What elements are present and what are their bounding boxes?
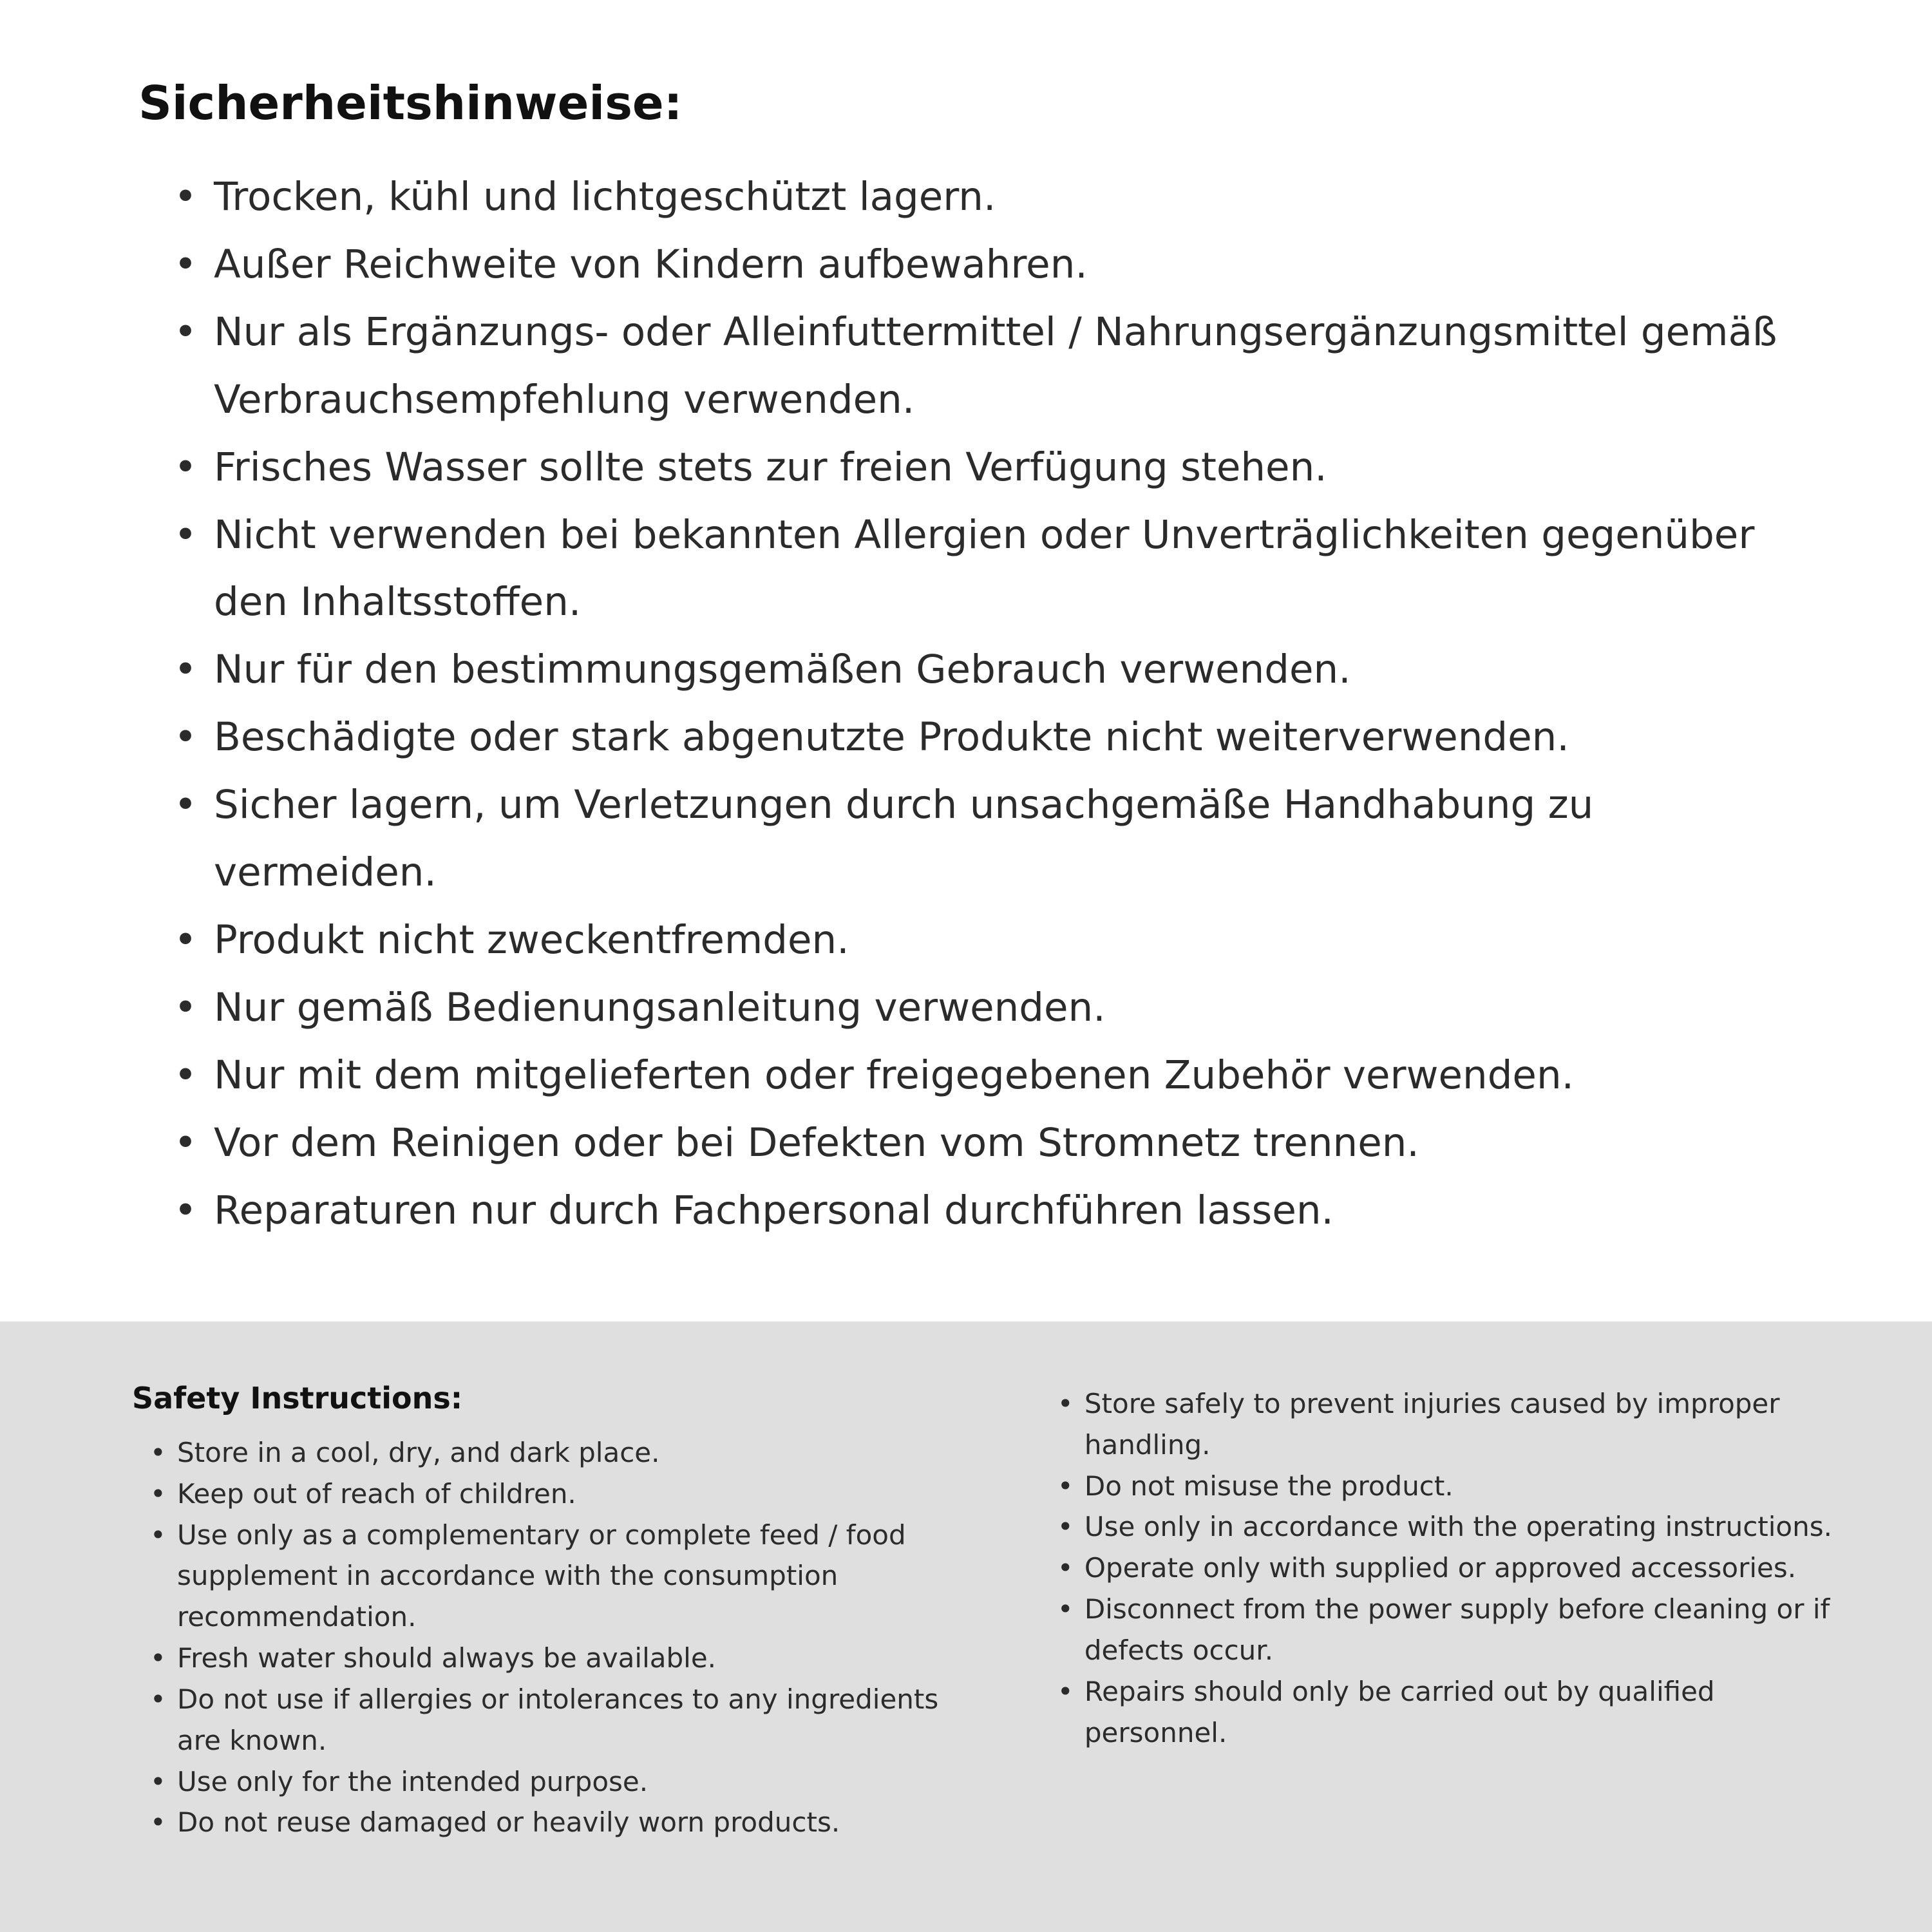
german-section-title: Sicherheitshinweise: (138, 76, 683, 130)
english-safety-item-text: Disconnect from the power supply before cleaning or if defects occur. (1084, 1593, 1830, 1666)
german-safety-item (174, 1042, 1787, 1110)
german-safety-item (174, 434, 1787, 502)
english-left-column (132, 1381, 954, 1843)
bullet-marker: • (150, 1765, 166, 1797)
german-safety-item (174, 974, 1787, 1042)
bullet-marker: • (174, 1187, 197, 1233)
bullet-marker: • (174, 1119, 197, 1166)
english-safety-item (1057, 1506, 1835, 1548)
german-safety-item-text: Nur mit dem mitgelieferten oder freigegebenen Zubehör verwenden. (214, 1052, 1575, 1098)
bullet-marker: • (1057, 1675, 1074, 1707)
german-safety-item-text: Außer Reichweite von Kindern aufbewahren. (214, 241, 1088, 287)
bullet-marker: • (174, 714, 197, 761)
english-safety-item (1057, 1466, 1835, 1507)
bullet-marker: • (1057, 1593, 1074, 1625)
english-safety-item-text: Store safely to prevent injuries caused by improper handling. (1084, 1388, 1780, 1461)
german-safety-item (174, 1110, 1787, 1177)
english-safety-item (150, 1761, 954, 1803)
bullet-marker: • (174, 174, 197, 220)
english-safety-item (1057, 1671, 1835, 1754)
bullet-marker: • (1057, 1470, 1074, 1502)
bullet-marker: • (174, 241, 197, 287)
bullet-marker: • (1057, 1388, 1074, 1419)
german-safety-item-text: Trocken, kühl und lichtgeschützt lagern. (214, 174, 996, 220)
english-safety-item (1057, 1383, 1835, 1466)
english-safety-item (150, 1473, 954, 1515)
english-safety-item (150, 1638, 954, 1679)
english-safety-item (1057, 1589, 1835, 1671)
english-safety-item (150, 1515, 954, 1638)
english-safety-item (1057, 1548, 1835, 1589)
bullet-marker: • (174, 1052, 197, 1098)
german-safety-item-text: Reparaturen nur durch Fachpersonal durchführen lassen. (214, 1187, 1334, 1233)
german-safety-item-text: Vor dem Reinigen oder bei Defekten vom Stromnetz trennen. (214, 1119, 1419, 1166)
bullet-marker: • (1057, 1511, 1074, 1543)
bullet-marker: • (174, 984, 197, 1030)
bullet-marker: • (174, 511, 197, 558)
bullet-marker: • (174, 444, 197, 490)
german-safety-item (174, 704, 1787, 772)
bullet-marker: • (150, 1806, 166, 1839)
german-safety-item-text: Produkt nicht zweckentfremden. (214, 916, 849, 963)
english-safety-list-right (1057, 1383, 1835, 1753)
german-safety-item-text: Beschädigte oder stark abgenutzte Produkte nicht weiterverwenden. (214, 714, 1569, 761)
german-safety-item (174, 907, 1787, 974)
bullet-marker: • (150, 1683, 166, 1715)
english-safety-item-text: Use only in accordance with the operating instructions. (1084, 1511, 1832, 1543)
english-safety-list-left (132, 1432, 954, 1843)
german-safety-item (174, 636, 1787, 704)
german-safety-item (174, 502, 1787, 637)
german-safety-item (174, 1177, 1787, 1245)
english-safety-item-text: Do not misuse the product. (1084, 1470, 1454, 1502)
german-safety-item-text: Sicher lagern, um Verletzungen durch unsachgemäße Handhabung zu vermeiden. (214, 782, 1594, 896)
english-safety-item-text: Do not use if allergies or intolerances to any ingredients are known. (177, 1683, 939, 1756)
english-right-column (1057, 1381, 1835, 1753)
bullet-marker: • (150, 1642, 166, 1674)
english-safety-item-text: Store in a cool, dry, and dark place. (177, 1437, 660, 1468)
english-section (0, 1321, 1932, 1932)
english-section-title: Safety Instructions: (132, 1381, 463, 1416)
bullet-marker: • (150, 1437, 166, 1468)
german-safety-item-text: Nicht verwenden bei bekannten Allergien oder Unverträglichkeiten gegenüber den Inhaltsstoffen. (214, 511, 1755, 625)
bullet-marker: • (174, 782, 197, 828)
bullet-marker: • (174, 916, 197, 963)
german-safety-list (138, 164, 1787, 1245)
english-safety-item (150, 1679, 954, 1761)
english-safety-item-text: Use only for the intended purpose. (177, 1765, 649, 1797)
bullet-marker: • (150, 1519, 166, 1551)
german-safety-item (174, 299, 1787, 434)
bullet-marker: • (174, 308, 197, 355)
german-safety-item-text: Nur gemäß Bedienungsanleitung verwenden. (214, 984, 1106, 1030)
english-safety-item-text: Keep out of reach of children. (177, 1477, 576, 1510)
english-safety-item-text: Use only as a complementary or complete feed / food supplement in accordance with the consumption recommendation. (177, 1519, 906, 1633)
english-safety-item-text: Fresh water should always be available. (177, 1642, 717, 1674)
bullet-marker: • (1057, 1552, 1074, 1584)
german-safety-item (174, 164, 1787, 231)
german-safety-item-text: Nur für den bestimmungsgemäßen Gebrauch verwenden. (214, 647, 1351, 693)
english-safety-item-text: Operate only with supplied or approved accessories. (1084, 1552, 1797, 1584)
german-safety-item-text: Frisches Wasser sollte stets zur freien Verfügung stehen. (214, 444, 1327, 490)
german-safety-item (174, 231, 1787, 299)
english-safety-item-text: Repairs should only be carried out by qualified personnel. (1084, 1675, 1715, 1748)
english-safety-item (150, 1802, 954, 1843)
english-safety-item (150, 1432, 954, 1473)
german-safety-item-text: Nur als Ergänzungs- oder Alleinfuttermittel / Nahrungsergänzungsmittel gemäß Verbrauchsempfehlung verwenden. (214, 308, 1777, 422)
bullet-marker: • (150, 1477, 166, 1510)
german-safety-item (174, 772, 1787, 907)
english-safety-item-text: Do not reuse damaged or heavily worn products. (177, 1806, 840, 1839)
bullet-marker: • (174, 647, 197, 693)
